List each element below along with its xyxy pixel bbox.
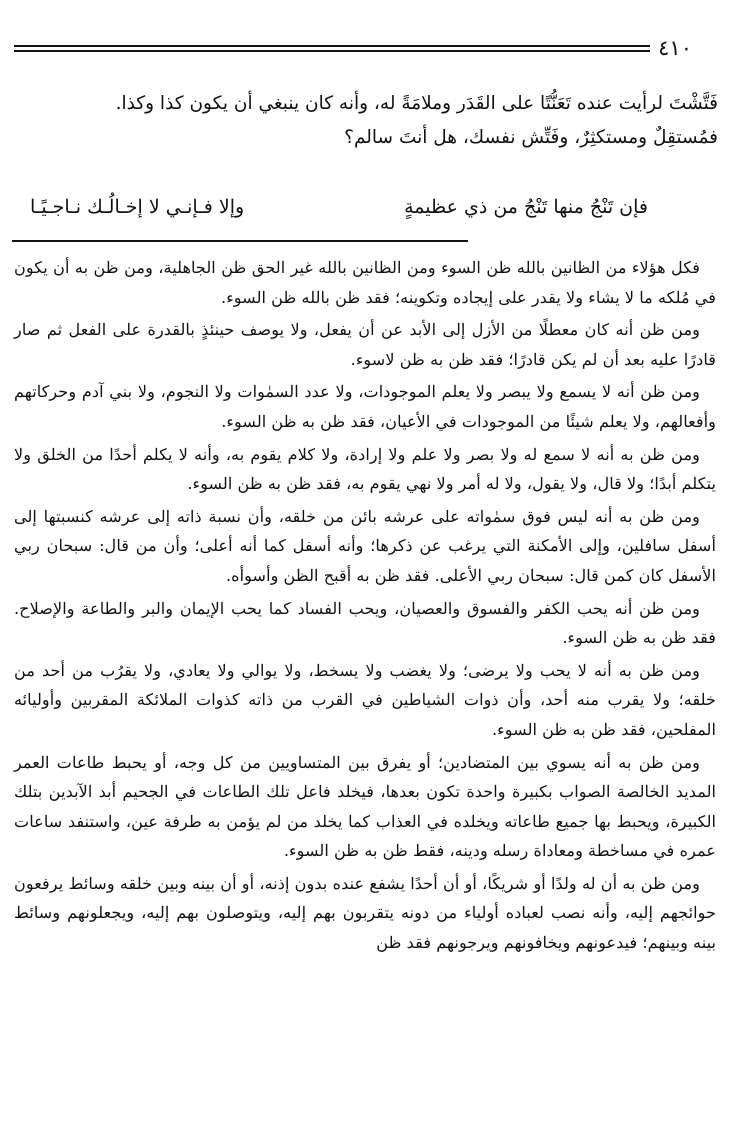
top-line: فَتَّشْتَ لرأيت عنده تَعَنُّتًا على القَدَر وملامَةً له، وأنه كان ينبغي أن يكون كذا وكذا. [115,93,718,114]
verse-hemistich-right: فإن تَنْجُ منها تَنْجُ من ذي عظيمةٍ [404,196,648,218]
paragraph: ومن ظن به أن له ولدًا أو شريكًا، أو أن أحدًا يشفع عنده بدون إذنه، أو أن بينه وبين خلقه وسائط يرفعون حوائجهم إليه، وأنه نصب لعباده أولياء من دونه يتقربون بهم إليه، ويتوصلون بهم إليه، ويجعلونهم وسائط بينه وبينهم؛ فيدعونهم ويخافونهم ويرجونهم فقد ظن [14,873,716,953]
paragraph: ومن ظن به أنه ليس فوق سمٰواته على عرشه بائن من خلقه، وأن نسبة ذاته إلى عرشه كنسبتها إلى أسفل سافلين، وإلى الأمكنة التي يرغب عن ذكرها؛ وأنه أسفل كما أنه أعلى؛ وأن من قال: سبحان ربي الأسفل كان كمن قال: سبحان ربي الأعلى. فقد ظن به أقبح الظن وأسوأه. [14,506,716,585]
main-text [14,253,716,961]
section-separator [12,240,468,242]
paragraph: ومن ظن به أنه لا سمع له ولا بصر ولا علم ولا إرادة، ولا كلام يقوم به، وأنه لا يكلم أحدًا من الخلق ولا يتكلم أبدًا؛ ولا قال، ولا يقول، ولا له أمر ولا نهي يقوم به، فقد ظن به ظن السوء. [14,444,716,494]
paragraph: ومن ظن به أنه لا يحب ولا يرضى؛ ولا يغضب ولا يسخط، ولا يوالي ولا يعادي، ولا يقرُب من أحد من خلقه؛ ولا يقرب منه أحد، وأن ذوات الشياطين في القرب من ذاته كذوات الملائكة المقربين وأوليائه المفلحين، فقد ظن به ظن السوء. [14,660,716,739]
page-header [14,38,692,59]
paragraph: ومن ظن أنه يحب الكفر والفسوق والعصيان، ويحب الفساد كما يحب الإيمان والبر والطاعة والإصلاح. فقد ظن به ظن السوء. [14,598,716,648]
top-line: فمُستقِلٌ ومستكثِرٌ، وفَتِّش نفسك، هل أنتَ سالم؟ [344,127,718,148]
paragraph: ومن ظن أنه كان معطلًا من الأزل إلى الأبد عن أن يفعل، ولا يوصف حينئذٍ بالقدرة على الفعل ثم صار قادرًا عليه بعد أن لم يكن قادرًا؛ فقد ظن به ظن لاسوء. [14,320,716,369]
top-continuation [16,87,718,155]
header-rule [14,45,650,52]
paragraph: ومن ظن أنه لا يسمع ولا يبصر ولا يعلم الموجودات، ولا عدد السمٰوات ولا النجوم، ولا بني آدم وحركاتهم وأفعالهم، ولا يعلم شيئًا من الموجودات في الأعيان، فقد ظن به ظن السوء. [14,382,716,431]
page-number: ٤١٠ [658,36,692,60]
paragraph: فكل هؤلاء من الظانين بالله ظن السوء ومن الظانين بالله غير الحق ظن الجاهلية، ومن ظن به أن يكون في مُلكه ما لا يشاء ولا يقدر على إيجاده وتكوينه؛ فقد ظن بالله ظن السوء. [14,258,716,307]
paragraph: ومن ظن به أنه يسوي بين المتضادين؛ أو يفرق بين المتساويين من كل وجه، أو يحبط طاعات العمر المديد الخالصة الصواب بكبيرة واحدة تكون بعدها، فيخلد فاعل تلك الطاعات في الجحيم أبد الآبدين بتلك الكبيرة، ويحبط بها جميع طاعاته ويخلده في العذاب كما يخلد من لم يؤمن به طرفة عين، واستنفد ساعات عمره في مساخطة ومعاداة رسله ودينه، فقط ظن به ظن السوء. [14,752,716,861]
verse-hemistich-left: وإلا فـإنـي لا إخـالُـك نـاجـيًـا [30,196,245,218]
poetry-verse [30,192,648,222]
